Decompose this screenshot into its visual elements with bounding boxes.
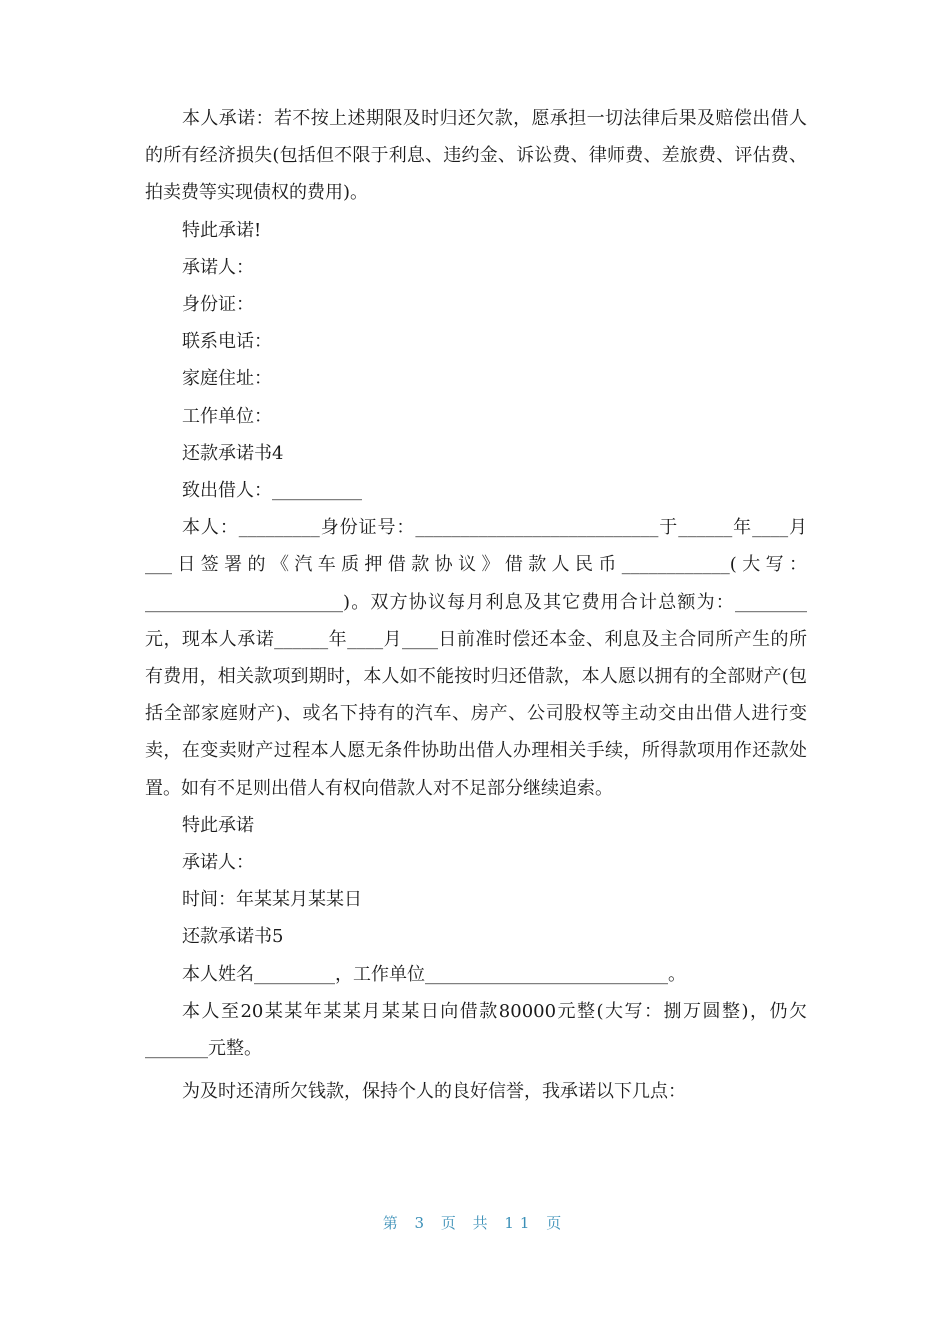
field-date: 时间：年某某月某某日 bbox=[182, 889, 362, 911]
section-title-5: 还款承诺书5 bbox=[182, 926, 284, 948]
footer-label-page: 第 bbox=[382, 1214, 404, 1232]
field-home-address: 家庭住址： bbox=[182, 368, 272, 390]
paragraph-commitment-clause: 本人承诺：若不按上述期限及时归还欠款，愿承担一切法律后果及赔偿出借人的所有经济损失(包括但不限于利息、违约金、诉讼费、律师费、差旅费、评估费、拍卖费等实现债权的费用)。 bbox=[145, 108, 807, 204]
section-title-4: 还款承诺书4 bbox=[182, 442, 284, 464]
field-to-lender: 致出借人：__________ bbox=[182, 480, 362, 502]
footer-label-end: 页 bbox=[546, 1214, 568, 1232]
field-name-work-unit: 本人姓名_________，工作单位___________________________。 bbox=[182, 963, 686, 985]
paragraph-hereby-promise: 特此承诺! bbox=[182, 219, 262, 241]
footer-label-of: 页 共 bbox=[440, 1214, 494, 1232]
paragraph-hereby-promise-2: 特此承诺 bbox=[182, 814, 254, 836]
footer-current-page: 3 bbox=[414, 1214, 431, 1232]
paragraph-loan-agreement: 本人：_________身份证号：___________________________于______年____月___日签署的《汽车质押借款协议》借款人民币____________(大写：______________________)。双方协议每月利息及其它费用合计总额为：________元，现本人承诺______年____月____日前准时偿还本金、利息及主合同所产生的所有费用，相关款项到期时，本人如不能按时归还借款，本人愿以拥有的全部财产(包括全部家庭财产)、或名下持有的汽车、房产、公司股权等主动交由出借人进行变卖，在变卖财产过程本人愿无条件协助出借人办理相关手续，所得款项用作还款处置。如有不足则出借人有权向借款人对不足部分继续追索。 bbox=[145, 517, 807, 799]
field-promisor: 承诺人： bbox=[182, 256, 254, 278]
field-id-card: 身份证： bbox=[182, 294, 254, 316]
page-footer bbox=[0, 1212, 950, 1233]
paragraph-loan-amount: 本人至20某某年某某月某某日向借款80000元整(大写：捌万圆整)，仍欠_______元整。 bbox=[145, 1000, 807, 1060]
paragraph-promise-points: 为及时还清所欠钱款，保持个人的良好信誉，我承诺以下几点： bbox=[182, 1081, 686, 1103]
field-phone: 联系电话： bbox=[182, 331, 272, 353]
field-work-unit: 工作单位： bbox=[182, 405, 272, 427]
footer-total-pages: 11 bbox=[504, 1214, 536, 1232]
document-body bbox=[145, 100, 807, 1110]
field-promisor-2: 承诺人： bbox=[182, 852, 254, 874]
